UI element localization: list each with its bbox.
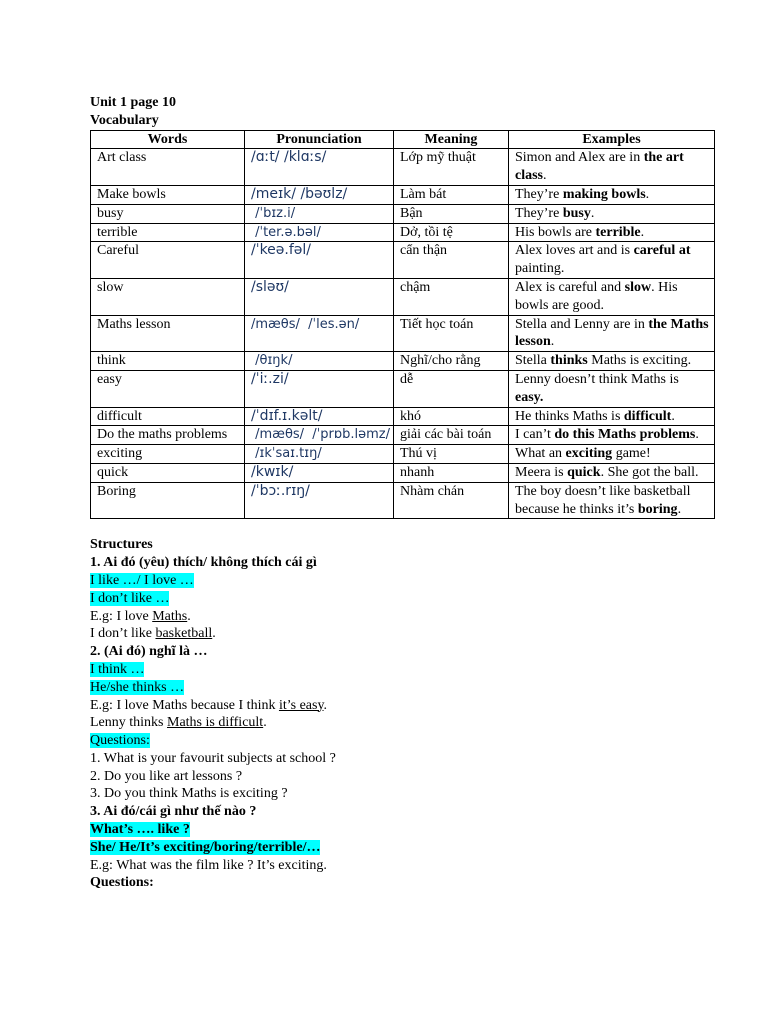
example-cell [509, 445, 715, 464]
structure-1-pattern-1: I like …/ I love … [90, 572, 194, 588]
word-cell: terrible [91, 223, 245, 242]
structure-2-heading: 2. (Ai đó) nghĩ là … [90, 644, 208, 660]
meaning-cell: dễ [394, 370, 509, 407]
example-text: . [671, 408, 675, 424]
word-cell: think [91, 352, 245, 371]
example-cell [509, 463, 715, 482]
structure-3-questions-label: Questions: [90, 875, 154, 891]
pronunciation-cell: /kwɪk/ [245, 463, 394, 482]
example-text: . [645, 186, 650, 202]
example-text: Alex is careful and [515, 279, 625, 295]
example-highlight: careful at [633, 243, 691, 259]
meaning-cell: Nghĩ/cho rằng [394, 352, 509, 371]
pronunciation-cell: /θɪŋk/ [245, 352, 394, 371]
structure-2-example-1: E.g: I love Maths because I think it’s easy. [90, 697, 328, 713]
meaning-cell: Nhàm chán [394, 482, 509, 519]
example-text: . [640, 224, 645, 240]
document-page [90, 94, 714, 892]
example-text: . [590, 205, 595, 221]
table-row [91, 149, 715, 186]
table-row [91, 370, 715, 407]
table-row [91, 352, 715, 371]
word-cell: slow [91, 278, 245, 315]
pronunciation-cell: /meɪk/ /bəʊlz/ [245, 185, 394, 204]
meaning-cell: Lớp mỹ thuật [394, 149, 509, 186]
example-text: . [543, 168, 547, 184]
meaning-cell: khó [394, 407, 509, 426]
structure-1-example-1: E.g: I love Maths. [90, 608, 191, 624]
meaning-cell: nhanh [394, 463, 509, 482]
structure-3-pattern-2: She/ He/It’s exciting/boring/terrible/… [90, 839, 321, 855]
table-row [91, 426, 715, 445]
example-highlight: making bowls [562, 186, 646, 202]
word-cell: Careful [91, 242, 245, 279]
structure-2-pattern-2: He/she thinks … [90, 679, 185, 695]
pronunciation-cell: /ɪkˈsaɪ.tɪŋ/ [245, 445, 394, 464]
table-row [91, 482, 715, 519]
table-row [91, 407, 715, 426]
example-cell [509, 407, 715, 426]
example-cell [509, 223, 715, 242]
example-text: . [695, 427, 699, 443]
example-highlight: quick [567, 464, 601, 480]
example-highlight: easy. [515, 389, 544, 405]
structure-1-pattern-2: I don’t like … [90, 590, 170, 606]
table-row [91, 463, 715, 482]
table-row [91, 242, 715, 279]
example-highlight: do this Maths problems [554, 427, 696, 443]
table-row [91, 204, 715, 223]
question-3: 3. Do you think Maths is exciting ? [90, 786, 288, 802]
pronunciation-cell: /ɑːt/ /klɑːs/ [245, 149, 394, 186]
question-1: 1. What is your favourit subjects at school ? [90, 750, 336, 766]
structure-1-heading: 1. Ai đó (yêu) thích/ không thích cái gì [90, 555, 317, 571]
example-text: Stella [515, 353, 551, 369]
example-text: game! [612, 446, 651, 462]
pronunciation-cell: /mæθs/ /ˈles.ən/ [245, 315, 394, 352]
example-text: Maths is exciting. [587, 353, 692, 369]
example-text: . [677, 501, 682, 517]
table-row [91, 278, 715, 315]
structures-heading: Structures [90, 537, 153, 553]
example-cell [509, 315, 715, 352]
pronunciation-cell: /ˈbɔː.rɪŋ/ [245, 482, 394, 519]
example-highlight: terrible [595, 224, 641, 240]
example-text: They’re [515, 205, 563, 221]
example-text: What an [515, 446, 566, 462]
structure-3-heading: 3. Ai đó/cái gì như thế nào ? [90, 804, 257, 820]
structure-3-pattern-1: What’s …. like ? [90, 822, 190, 838]
pronunciation-cell: /ˈkeə.fəl/ [245, 242, 394, 279]
question-2: 2. Do you like art lessons ? [90, 768, 243, 784]
word-cell: difficult [91, 407, 245, 426]
vocabulary-rows [91, 149, 715, 519]
example-cell [509, 370, 715, 407]
header-pronunciation: Pronunciation [245, 130, 394, 149]
example-text: Stella and Lenny are in [515, 316, 649, 332]
header-examples: Examples [509, 130, 715, 149]
example-text: Meera is [515, 464, 568, 480]
structure-2-example-2: Lenny thinks Maths is difficult. [90, 715, 267, 731]
table-row [91, 315, 715, 352]
example-highlight: busy [562, 205, 591, 221]
word-cell: quick [91, 463, 245, 482]
meaning-cell: Tiết học toán [394, 315, 509, 352]
pronunciation-cell: /sləʊ/ [245, 278, 394, 315]
example-text: His bowls are [515, 224, 596, 240]
example-cell [509, 149, 715, 186]
word-cell: exciting [91, 445, 245, 464]
example-cell [509, 242, 715, 279]
example-highlight: thinks [550, 353, 588, 369]
example-highlight: the Maths lesson [515, 316, 709, 350]
meaning-cell: Thú vị [394, 445, 509, 464]
word-cell: busy [91, 204, 245, 223]
vocabulary-table [90, 130, 715, 520]
table-row [91, 185, 715, 204]
word-cell: Art class [91, 149, 245, 186]
meaning-cell: Bận [394, 204, 509, 223]
example-cell [509, 482, 715, 519]
example-cell [509, 204, 715, 223]
structure-2-questions-label: Questions: [90, 733, 150, 749]
pronunciation-cell: /ˈiː.zi/ [245, 370, 394, 407]
example-text: . His bowls are good. [515, 279, 678, 313]
example-highlight: boring [637, 501, 678, 517]
example-cell [509, 278, 715, 315]
example-text: painting. [515, 261, 565, 277]
pronunciation-cell: /ˈbɪz.i/ [245, 204, 394, 223]
example-text: Simon and Alex are in [515, 150, 644, 166]
meaning-cell: Làm bát [394, 185, 509, 204]
meaning-cell: chậm [394, 278, 509, 315]
table-row [91, 223, 715, 242]
word-cell: Maths lesson [91, 315, 245, 352]
vocabulary-heading: Vocabulary [90, 112, 159, 128]
example-highlight: the art class [515, 150, 684, 184]
example-cell [509, 352, 715, 371]
example-text: Alex loves art and is [515, 243, 634, 259]
example-highlight: slow [624, 279, 652, 295]
pronunciation-cell: /ˈdɪf.ɪ.kəlt/ [245, 407, 394, 426]
example-text: He thinks Maths is [515, 408, 624, 424]
word-cell: Make bowls [91, 185, 245, 204]
header-words: Words [91, 130, 245, 149]
example-text: The boy doesn’t like basketball because he thinks it’s [515, 483, 691, 517]
word-cell: Boring [91, 482, 245, 519]
example-highlight: exciting [565, 446, 613, 462]
meaning-cell: cẩn thận [394, 242, 509, 279]
structure-1-example-2: I don’t like basketball. [90, 626, 216, 642]
pronunciation-cell: /ˈter.ə.bəl/ [245, 223, 394, 242]
pronunciation-cell: /mæθs/ /ˈprɒb.ləmz/ [245, 426, 394, 445]
table-header-row [91, 130, 715, 149]
example-cell [509, 185, 715, 204]
meaning-cell: Dở, tồi tệ [394, 223, 509, 242]
table-row [91, 445, 715, 464]
example-text: . [550, 334, 555, 350]
example-cell [509, 426, 715, 445]
example-text: They’re [515, 186, 563, 202]
structure-2-pattern-1: I think … [90, 661, 145, 677]
example-text: I can’t [515, 427, 555, 443]
example-highlight: difficult [623, 408, 672, 424]
word-cell: easy [91, 370, 245, 407]
example-text: . She got the ball. [600, 464, 699, 480]
word-cell: Do the maths problems [91, 426, 245, 445]
header-meaning: Meaning [394, 130, 509, 149]
structure-3-example: E.g: What was the film like ? It’s exciting. [90, 857, 327, 873]
example-text: Lenny doesn’t think Maths is [515, 371, 679, 387]
meaning-cell: giải các bài toán [394, 426, 509, 445]
unit-title: Unit 1 page 10 [90, 95, 176, 110]
